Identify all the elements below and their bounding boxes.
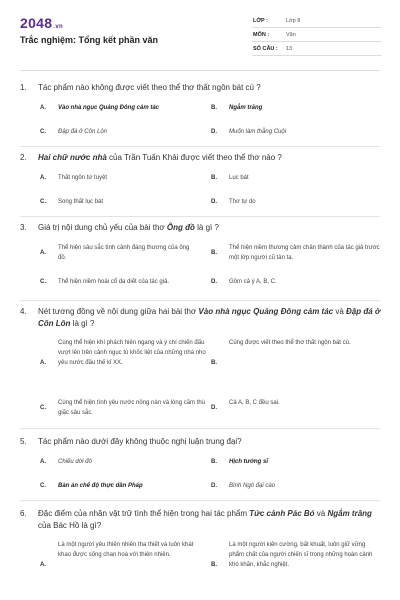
logo-text: 2048: [20, 15, 53, 31]
option-text: Thể hiện niềm hoài cổ da diết của tác giả.: [58, 278, 170, 285]
option-letter: C.: [40, 482, 46, 489]
option-text: Song thất lục bát: [58, 198, 104, 205]
option-letter: A.: [40, 360, 46, 366]
option-d[interactable]: [211, 197, 383, 207]
stem-text: và: [333, 307, 347, 316]
stem-text: là gì ?: [70, 318, 95, 328]
question-stem: [20, 306, 382, 329]
option-text: Bình Ngô đại cáo: [229, 482, 276, 489]
option-letter: A.: [40, 174, 46, 181]
meta-count-row: [252, 42, 382, 56]
header-divider: [20, 70, 380, 71]
option-text: Là một người yêu thiên nhiên tha thiết và luôn khát khao được sống chan hoà với thiên nhiên.: [58, 542, 194, 558]
meta-subject-row: [252, 28, 382, 42]
option-letter: A.: [40, 562, 46, 568]
stem-work-title: Tức cảnh Pác Bó: [249, 509, 315, 518]
question-divider: [20, 428, 380, 429]
option-a[interactable]: [40, 540, 212, 590]
option-text: Đập đá ở Côn Lôn: [58, 128, 107, 135]
meta-class-label: LỚP :: [253, 18, 268, 24]
question-divider: [20, 216, 380, 217]
question-stem: [20, 508, 382, 531]
option-b[interactable]: [211, 540, 383, 590]
option-text: Thất ngôn tứ tuyệt: [58, 174, 108, 181]
option-text: Thể hiện sâu sắc tình cảnh đáng thương của ông đồ.: [58, 244, 190, 261]
question-number: 5.: [20, 437, 27, 446]
option-d[interactable]: [211, 127, 383, 137]
logo-suffix: .vn: [53, 24, 63, 30]
stem-text: Nét tương đồng về nội dung giữa hai bài thơ: [38, 307, 199, 316]
option-letter: D.: [211, 278, 217, 285]
option-text: Cả A, B, C đều sai.: [229, 400, 280, 406]
option-c[interactable]: [40, 277, 212, 287]
option-letter: B.: [211, 249, 217, 256]
options-grid: [20, 173, 382, 213]
option-text: Cùng thể hiện tình yêu nước nồng nàn và lòng căm thù giặc sâu sắc.: [58, 400, 206, 416]
option-text: Cùng được viết theo thể thơ thất ngôn bát cú.: [229, 340, 351, 346]
meta-subject-value: Văn: [286, 32, 296, 38]
option-a[interactable]: [40, 457, 212, 467]
question-divider: [20, 300, 380, 301]
options-grid: [20, 243, 382, 297]
option-letter: A.: [40, 104, 46, 111]
option-b[interactable]: [211, 103, 383, 113]
question-2: [20, 152, 382, 213]
option-letter: C.: [40, 405, 46, 411]
option-c[interactable]: [40, 398, 212, 418]
question-divider: [20, 500, 380, 501]
option-a[interactable]: [40, 338, 212, 388]
option-letter: D.: [211, 128, 217, 135]
stem-work-title: Hai chữ nước nhà: [38, 153, 107, 162]
option-d[interactable]: [211, 481, 383, 491]
option-a[interactable]: [40, 103, 212, 113]
option-d[interactable]: [211, 398, 383, 418]
option-b[interactable]: [211, 243, 383, 263]
option-letter: C.: [40, 198, 46, 205]
stem-text: và: [314, 509, 328, 518]
option-letter: B.: [211, 360, 217, 366]
stem-text: của Bác Hồ là gì?: [38, 520, 102, 530]
option-text: Ngắm trăng: [229, 104, 263, 111]
option-letter: C.: [40, 278, 46, 285]
options-grid: [20, 457, 382, 497]
option-d[interactable]: [211, 277, 383, 287]
stem-work-title: Vào nhà ngục Quảng Đông cảm tác: [198, 307, 334, 316]
option-b[interactable]: [211, 457, 383, 467]
option-text: Hịch tướng sĩ: [229, 458, 268, 465]
option-letter: B.: [211, 562, 217, 568]
option-text: Chiếu dời đô: [58, 458, 92, 465]
question-divider: [20, 146, 380, 147]
option-text: Lục bát: [229, 174, 249, 181]
option-text: Muốn làm thằng Cuội: [229, 128, 287, 135]
stem-text: Tác phẩm nào dưới đây không thuộc nghị luận trung đại?: [38, 437, 242, 446]
stem-work-title: Ông đồ: [166, 223, 195, 232]
question-stem: [20, 152, 382, 164]
question-number: 2.: [20, 153, 27, 162]
question-stem: [20, 222, 382, 234]
stem-text: Giá trị nội dung chủ yếu của bài thơ: [38, 223, 167, 232]
option-text: Là một người kiên cường, bất khuất, luôn giữ vững phẩm chất của người chiến sĩ trong những hoàn cảnh khó khăn, khắc nghiệt.: [229, 542, 373, 568]
option-text: Gồm cả ý A, B, C.: [229, 278, 277, 285]
stem-text: Tác phẩm nào không được viết theo thể thơ thất ngôn bát cú ?: [38, 83, 261, 92]
stem-text: là gì ?: [194, 223, 219, 232]
option-letter: B.: [211, 104, 217, 111]
option-a[interactable]: [40, 173, 212, 183]
meta-count-label: SỐ CÂU :: [253, 46, 278, 52]
option-text: Thể hiện niềm thương cảm chân thành của tác giả trước một lớp người cũ tàn tạ.: [229, 244, 380, 261]
site-logo[interactable]: [20, 15, 63, 31]
option-text: Thơ tự do: [229, 198, 256, 205]
option-a[interactable]: [40, 243, 212, 263]
question-number: 4.: [20, 307, 27, 316]
question-stem: [20, 82, 382, 94]
option-letter: D.: [211, 405, 217, 411]
exam-title: Trắc nghiệm: Tổng kết phần văn: [20, 35, 159, 45]
stem-work-title: Đập đá ở Côn Lôn: [38, 307, 381, 328]
question-1: [20, 82, 382, 143]
question-number: 3.: [20, 223, 27, 232]
option-letter: D.: [211, 198, 217, 205]
option-c[interactable]: [40, 197, 212, 207]
option-letter: C.: [40, 128, 46, 135]
question-number: 6.: [20, 509, 27, 518]
question-4: [20, 306, 382, 454]
option-letter: B.: [211, 458, 217, 465]
stem-text: Đặc điểm của nhân vật trữ tình thể hiện trong hai tác phẩm: [38, 509, 250, 518]
question-number: 1.: [20, 83, 27, 92]
option-text: Vào nhà ngục Quảng Đông cảm tác: [58, 104, 160, 111]
option-letter: A.: [40, 249, 46, 256]
options-grid: [20, 540, 382, 600]
stem-text: của Trần Tuấn Khải được viết theo thể thơ nào ?: [106, 153, 282, 162]
question-stem: [20, 436, 382, 448]
question-3: [20, 222, 382, 297]
option-letter: B.: [211, 174, 217, 181]
meta-subject-label: MÔN :: [253, 32, 270, 38]
option-text: Cùng thể hiện khí phách hiên ngang và ý chí chiến đấu vượt lên trên cảnh ngục tù khốc liệt của những nhà nho yêu nước đầu thế kỉ XX.: [58, 340, 206, 366]
question-6: [20, 508, 382, 600]
option-b[interactable]: [211, 338, 383, 388]
page-header: [0, 0, 400, 62]
meta-count-value: 13: [286, 46, 293, 52]
options-grid: [20, 103, 382, 143]
option-b[interactable]: [211, 173, 383, 183]
option-letter: A.: [40, 458, 46, 465]
option-c[interactable]: [40, 481, 212, 491]
option-c[interactable]: [40, 127, 212, 137]
option-text: Bàn án chế độ thực dân Pháp: [58, 482, 143, 489]
meta-class-value: Lớp 8: [286, 18, 301, 24]
meta-class-row: [252, 14, 382, 28]
option-letter: D.: [211, 482, 217, 489]
question-5: [20, 436, 382, 497]
stem-work-title: Ngắm trăng: [327, 509, 372, 518]
